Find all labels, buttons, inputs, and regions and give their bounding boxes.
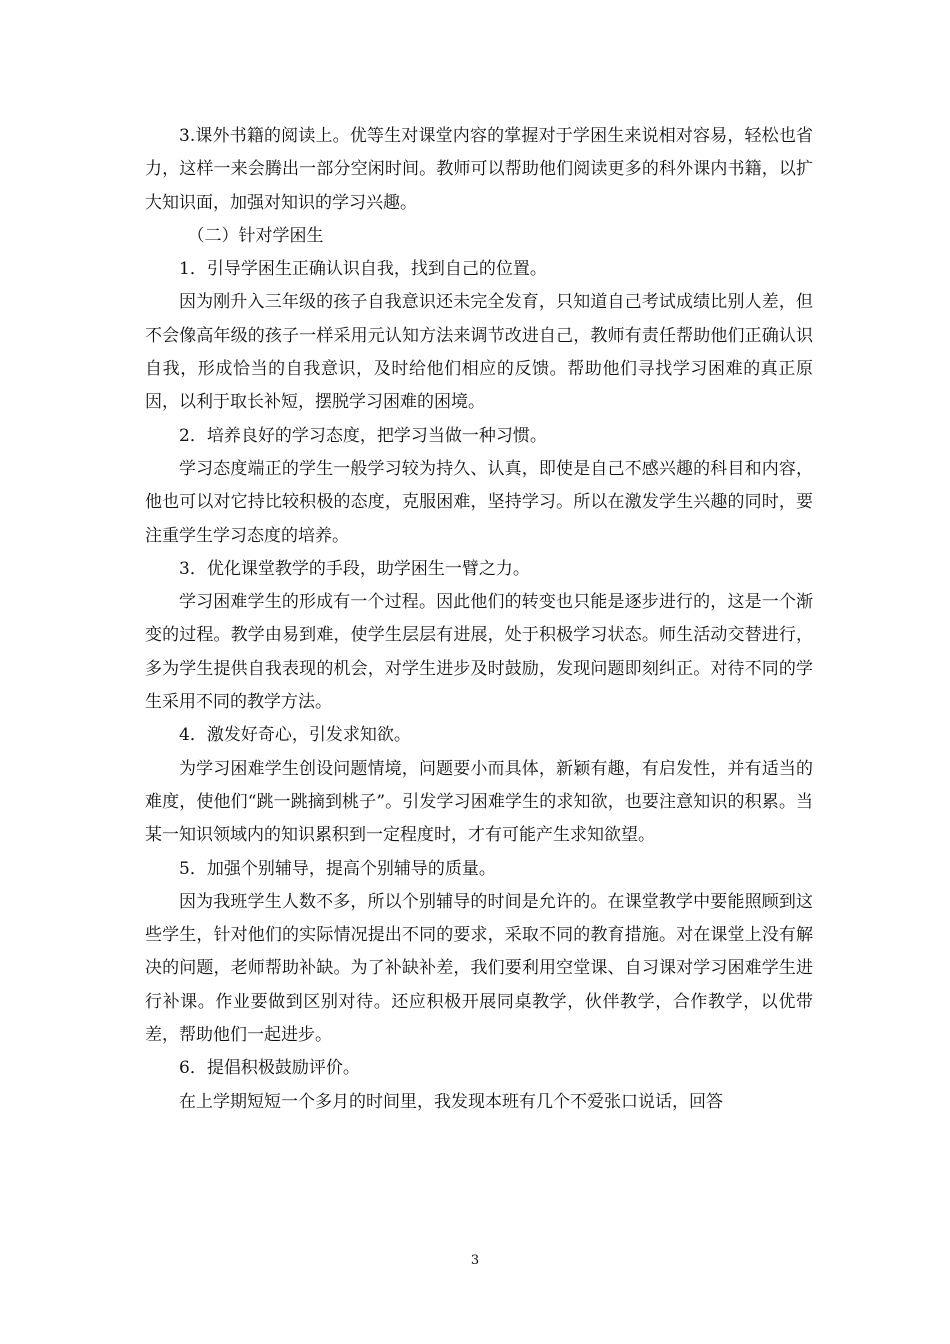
paragraph-curiosity: 为学习困难学生创设问题情境，问题要小而具体，新颖有趣，有启发性，并有适当的难度，使他们“跳一跳摘到桃子”。引发学习困难学生的求知欲，也要注意知识的积累。当某一知识领域内的知识累积到一定程度时，才有可能产生求知欲望。 [145,758,813,846]
paragraph-classroom-teaching: 学习困难学生的形成有一个过程。因此他们的转变也只能是逐步进行的，这是一个渐变的过程。教学由易到难，使学生层层有进展，处于积极学习状态。师生活动交替进行，多为学生提供自我表现的机会，对学生进步及时鼓励，发现问题即刻纠正。对待不同的学生采用不同的教学方法。 [145,592,813,713]
paragraph-self-awareness: 因为刚升入三年级的孩子自我意识还未完全发育，只知道自己考试成绩比别人差，但不会像高年级的孩子一样采用元认知方法来调节改进自己，教师有责任帮助他们正确认识自我，形成恰当的自我意识，及时给他们相应的反馈。帮助他们寻找学习困难的真正原因，以利于取长补短，摆脱学习困难的困境。 [145,292,813,413]
section-heading-struggling-students: （二）针对学困生 [187,225,324,246]
paragraph-individual-tutoring: 因为我班学生人数不多，所以个别辅导的时间是允许的。在课堂教学中要能照顾到这些学生，针对他们的实际情况提出不同的要求，采取不同的教育措施。对在课堂上没有解决的问题，老师帮助补缺。为了补缺补差，我们要利用空堂课、自习课对学习困难学生进行补课。作业要做到区别对待。还应积极开展同桌教学，伙伴教学，合作教学，以优带差，帮助他们一起进步。 [145,891,813,1046]
paragraph-reading-extracurricular: 3.课外书籍的阅读上。优等生对课堂内容的掌握对于学困生来说相对容易，轻松也省力，这样一来会腾出一部分空闲时间。教师可以帮助他们阅读更多的科外课内书籍，以扩大知识面，加强对知识的学习兴趣。 [145,126,813,213]
document-body [145,120,813,1119]
item-heading-2: 2．培养良好的学习态度，把学习当做一种习惯。 [179,425,547,446]
item-heading-5: 5．加强个别辅导，提高个别辅导的质量。 [179,858,496,879]
paragraph-encouragement: 在上学期短短一个多月的时间里，我发现本班有几个不爱张口说话，回答 [179,1091,723,1112]
item-heading-3: 3．优化课堂教学的手段，助学困生一臂之力。 [179,558,530,579]
item-heading-4: 4．激发好奇心，引发求知欲。 [179,725,411,746]
item-heading-1: 1．引导学困生正确认识自我，找到自己的位置。 [179,259,547,280]
item-heading-6: 6．提倡积极鼓励评价。 [179,1058,360,1079]
page-number: 3 [470,1253,480,1268]
paragraph-learning-attitude: 学习态度端正的学生一般学习较为持久、认真，即使是自己不感兴趣的科目和内容，他也可以对它持比较积极的态度，克服困难，坚持学习。所以在激发学生兴趣的同时，要注重学生学习态度的培养。 [145,458,813,546]
